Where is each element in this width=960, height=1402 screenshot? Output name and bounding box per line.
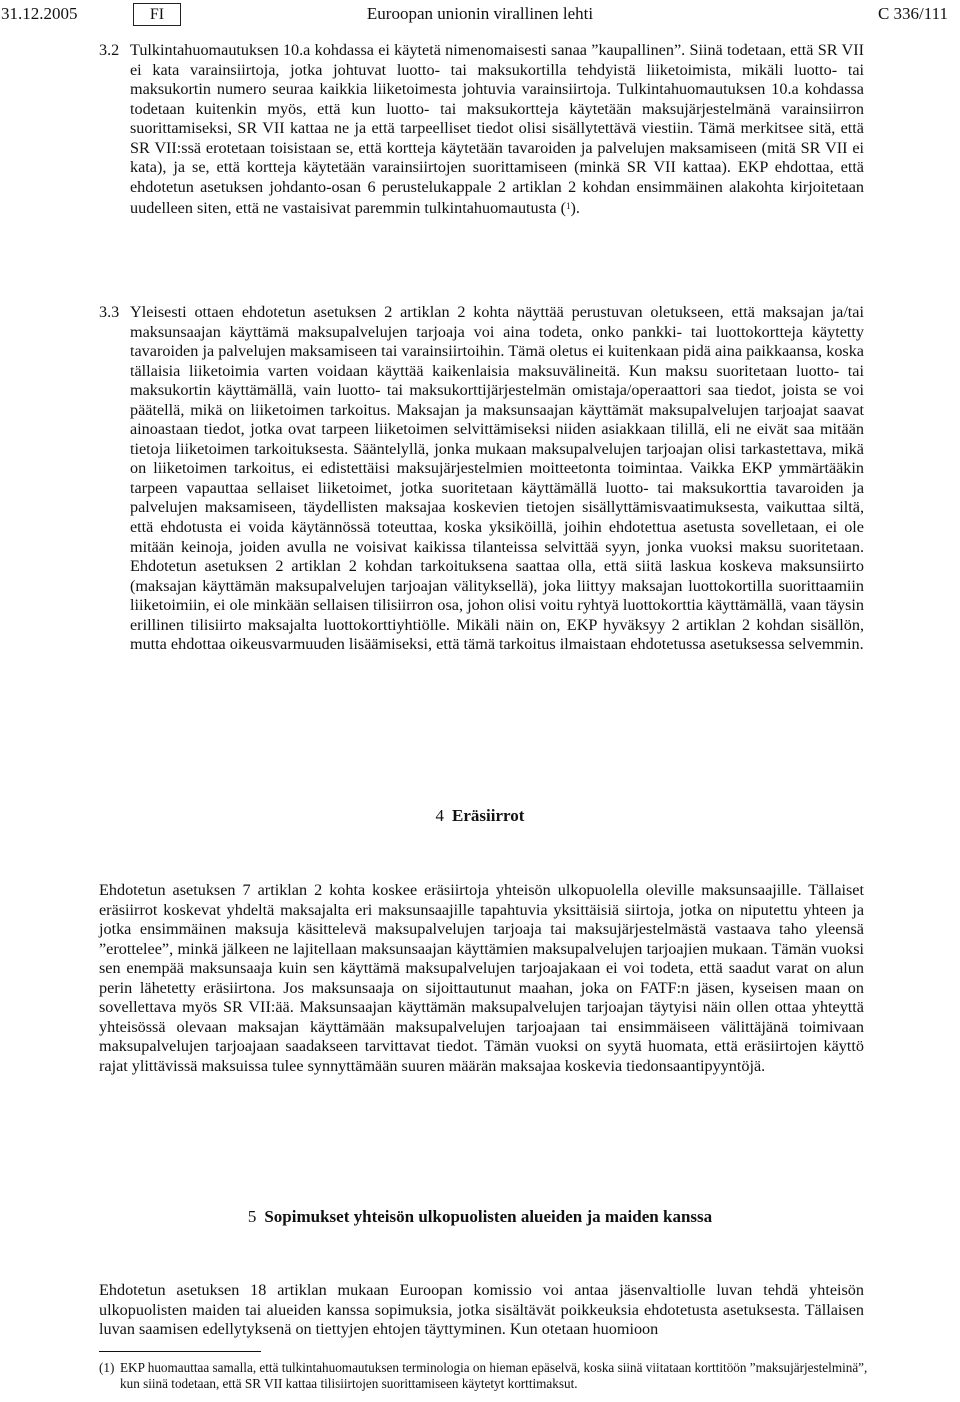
footnote <box>99 1360 869 1392</box>
section-5-heading <box>0 1207 960 1227</box>
paragraph-text: Yleisesti ottaen ehdotetun asetuksen 2 artiklan 2 kohta näyttää perustuvan oletukseen, että maksajan ja/tai maksunsaajan käyttämä maksupalvelujen tarjoaja voi aina todeta, onko pankki- tai luottokortteja käytetty tavaroiden ja palvelujen maksamiseen tai varainsiirtoihin. Tämä oletus ei kuitenkaan pidä aina paikkaansa, koska tällaisia liiketoimia varten voidaan käyttää kaikenlaisia maksuvälineitä. Kun maksu suoritetaan luotto- tai maksukortin käyttämällä, vain luotto- tai maksukorttijärjestelmän omistaja/operaattori saa tiedot, joista se voi päätellä, mikä on liiketoimen tarkoitus. Maksajan ja maksunsaajan käyttämät maksupalvelujen tarjoajat saavat ainoastaan tiedot, jotka ovat tarpeen liiketoimen selvittämiseksi niiden asiakkaan tilillä, eli ne eivät saa mitään tietoja liiketoimen tarkoituksesta. Sääntelyllä, jonka mukaan maksupalvelujen tarjoajan olisi tarkastettava, mikä on liiketoimen tarkoitus, ei edistettäisi maksujärjestelmien moitteetonta toimintaa. Vaikka EKP ymmärtääkin tarpeen vapauttaa sellaiset liiketoimet, jotka suoritetaan käyttämällä luotto- tai maksukorttia tavaroiden ja palvelujen maksamiseen, täydellisten maksajaa koskevien tietojen sisällyttämisvaatimuksesta, vaikuttaa siltä, että ehdotusta ei voida käytännössä toteuttaa, koska yksiköillä, joihin ehdotettua asetusta sovelletaan, ei ole mitään keinoja, joiden avulla ne voisivat kaikissa tilanteissa selvittää syyn, jonka vuoksi maksu suoritetaan. Ehdotetun asetuksen 2 artiklan 2 kohdan tarkoituksena saattaa olla, että siitä laskua koskeva maksunsiirto (maksajan käyttämän maksupalvelujen tarjoajan välityksellä), joka liittyy maksajan luottokortilla suorittaamiin liiketoimiin, ei ole minkään sellaisen tilisiirron osa, johon olisi voitu ryhtyä luottokorttia käyttämällä, vaan täysin erillinen tilisiirto maksajalta luottokorttiyhtiölle. Mikäli näin on, EKP hyväksyy 2 artiklan 2 kohdan sisällön, mutta ehdottaa oikeusvarmuuden lisäämiseksi, että tämä tarkoitus ilmaistaan ehdotetussa asetuksessa selvemmin. <box>130 303 864 654</box>
footnote-mark: (1) <box>99 1360 115 1375</box>
section-4-heading <box>0 806 960 826</box>
paragraph-text: Ehdotetun asetuksen 18 artiklan mukaan Euroopan komissio voi antaa jäsenvaltiolle luvan tehdä yhteisön ulkopuolisten maiden tai alueiden kanssa sopimuksia, jotka sisältävät poikkeuksia ehdotetusta asetuksesta. Tällaisen luvan saamisen edellytyksenä on tiettyjen ehtojen täyttyminen. Kun otetaan huomioon <box>99 1281 864 1339</box>
paragraph-3-3 <box>99 303 864 655</box>
publication-date: 31.12.2005 <box>1 4 78 23</box>
paragraph-number: 3.3 <box>99 303 120 321</box>
section-5-body <box>99 1281 864 1340</box>
language-box: FI <box>133 3 181 26</box>
section-number: 4 <box>435 806 445 825</box>
section-4-body <box>99 881 864 1076</box>
footnote-text: EKP huomauttaa samalla, että tulkintahuomautuksen terminologia on hieman epäselvä, koska siinä viitataan korttitöön ”maksujärjestelminä”, kun siinä todetaan, että SR VII kattaa tilisiirtojen suorittamiseen käytetyt korttimaksut. <box>120 1360 868 1391</box>
footnote-reference[interactable]: 1 <box>566 201 571 212</box>
footnote-separator <box>99 1351 261 1352</box>
paragraph-text: Tulkintahuomautuksen 10.a kohdassa ei käytetä nimenomaisesti sanaa ”kaupallinen”. Siinä todetaan, että SR VII ei kata varainsiirtoja, jotka johtuvat luotto- tai maksukortilla tehdyistä liiketoimista, mikäli luotto- tai maksukortin numero seuraa kaikkia liiketoimesta johtuvia varainsiirtoja. Tulkintahuomautuksen 10.a kohdassa todetaan kuitenkin myös, että kun luotto- tai maksukortteja käytetään maksujärjestelmänä varainsiirron suorittamiseksi, SR VII kattaa ne ja että tarpeelliset tiedot olisi sisällytettävä viestiin. Tämä merkitsee sitä, että SR VII:ssä erotetaan toisistaan se, että kortteja käytetään tavaroiden ja palvelujen maksamiseen (mitä SR VII ei kata), ja se, että kortteja käytetään varainsiirtojen suorittamiseen (minkä SR VII kattaa). EKP ehdottaa, että ehdotetun asetuksen johdanto-osan 6 perustelukappale 2 artiklan 2 kohdan ensimmäinen alakohta kirjoitetaan uudelleen siten, että ne vastaisivat paremmin tulkintahuomautusta ( <box>130 41 864 218</box>
paragraph-3-2 <box>99 41 864 219</box>
paragraph-text-end: ). <box>570 199 580 218</box>
section-number: 5 <box>247 1207 257 1226</box>
page-number: C 336/111 <box>877 4 948 23</box>
paragraph-text: Ehdotetun asetuksen 7 artiklan 2 kohta koskee eräsiirtoja yhteisön ulkopuolella oleville maksunsaajille. Tällaiset eräsiirrot koskevat yhdeltä maksajalta eri maksunsaajille tapahtuvia yksittäisiä siirtoja, jotka on niputettu yhteen ja jotka ensimmäinen maksuja käsittelevä maksupalvelujen tarjoaja tai maksujärjestelmästä vastaava taho yleensä ”erottelee”, minkä jälkeen ne lajitellaan maksunsaajan käyttämien maksupalvelujen tarjoajien mukaan. Tämän vuoksi sen enempää maksunsaaja kuin sen käyttämä maksupalvelujen tarjoajakaan ei voi todeta, että saadut varat on alun perin lähetetty eräsiirtona. Jos maksunsaaja on sijoittautunut maahan, joka on FATF:n jäsen, kyseisen maan on sovellettava myös SR VII:ää. Maksunsaajan käyttämän maksupalvelujen tarjoajan täytyisi näin ollen ottaa yhteyttä yhteisössä olevaan maksajan käyttämään maksupalvelujen tarjoajaan tai ensimmäiseen välittäjänä toimivaan maksupalvelujen tarjoajaan saadakseen tarvittavat tiedot. Tämän vuoksi on syytä huomata, että eräsiirtojen käyttö rajat ylittävissä maksuissa tulee synnyttämään suuren määrän maksajaa koskevia tiedonsaantipyyntöjä. <box>99 881 864 1075</box>
section-title: Sopimukset yhteisön ulkopuolisten alueiden ja maiden kanssa <box>264 1207 713 1226</box>
page-header <box>0 0 960 40</box>
paragraph-number: 3.2 <box>99 41 120 59</box>
journal-title: Euroopan unionin virallinen lehti <box>366 4 594 23</box>
section-title: Eräsiirrot <box>452 806 525 825</box>
